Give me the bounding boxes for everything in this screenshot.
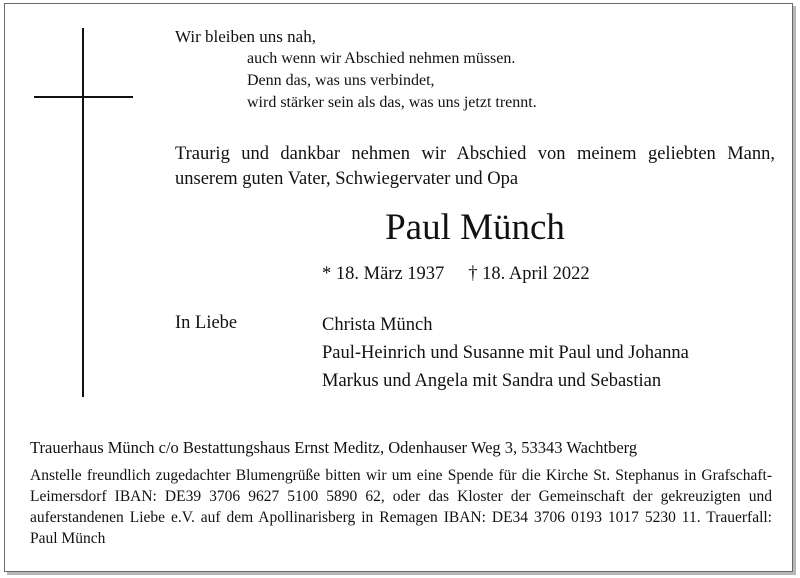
- poem: [175, 26, 537, 114]
- life-dates: [322, 262, 590, 286]
- poem-line-2: auch wenn wir Abschied nehmen müssen.: [247, 50, 516, 67]
- funeral-home-address: Trauerhaus Münch c/o Bestattungshaus Ernst Meditz, Odenhauser Weg 3, 53343 Wachtberg: [30, 438, 638, 457]
- cross-icon-vertical: [82, 28, 84, 397]
- donation-note: Anstelle freundlich zugedachter Blumengrüße bitten wir um eine Spende für die Kirche St. Stephanus in Grafschaft-Leimersdorf IBAN: DE39 3706 9627 5100 5890 62, oder das Kloster der Gemeinschaft der gekreuzigten und auferstandenen Liebe e.V. auf dem Apollinarisberg in Remagen IBAN: DE34 3706 0193 1017 5230 11. Trauerfall: Paul Münch: [30, 467, 772, 547]
- poem-line-3: Denn das, was uns verbindet,: [247, 72, 435, 89]
- poem-line-1: Wir bleiben uns nah,: [175, 27, 316, 46]
- mourner-name: Markus und Angela mit Sandra und Sebastian: [322, 371, 662, 391]
- mourners-list: [322, 311, 689, 395]
- mourner-name: Christa Münch: [322, 315, 433, 335]
- cross-icon-horizontal: [34, 96, 133, 98]
- mourners-label: In Liebe: [175, 313, 238, 333]
- death-date: † 18. April 2022: [468, 264, 590, 284]
- poem-line-4: wird stärker sein als das, was uns jetzt trennt.: [247, 94, 537, 111]
- intro-text: Traurig und dankbar nehmen wir Abschied von meinem geliebten Mann, unserem guten Vater, Schwiegervater und Opa: [175, 144, 775, 189]
- birth-date: * 18. März 1937: [322, 264, 445, 284]
- deceased-name: Paul Münch: [385, 207, 565, 248]
- mourner-name: Paul-Heinrich und Susanne mit Paul und Johanna: [322, 343, 689, 363]
